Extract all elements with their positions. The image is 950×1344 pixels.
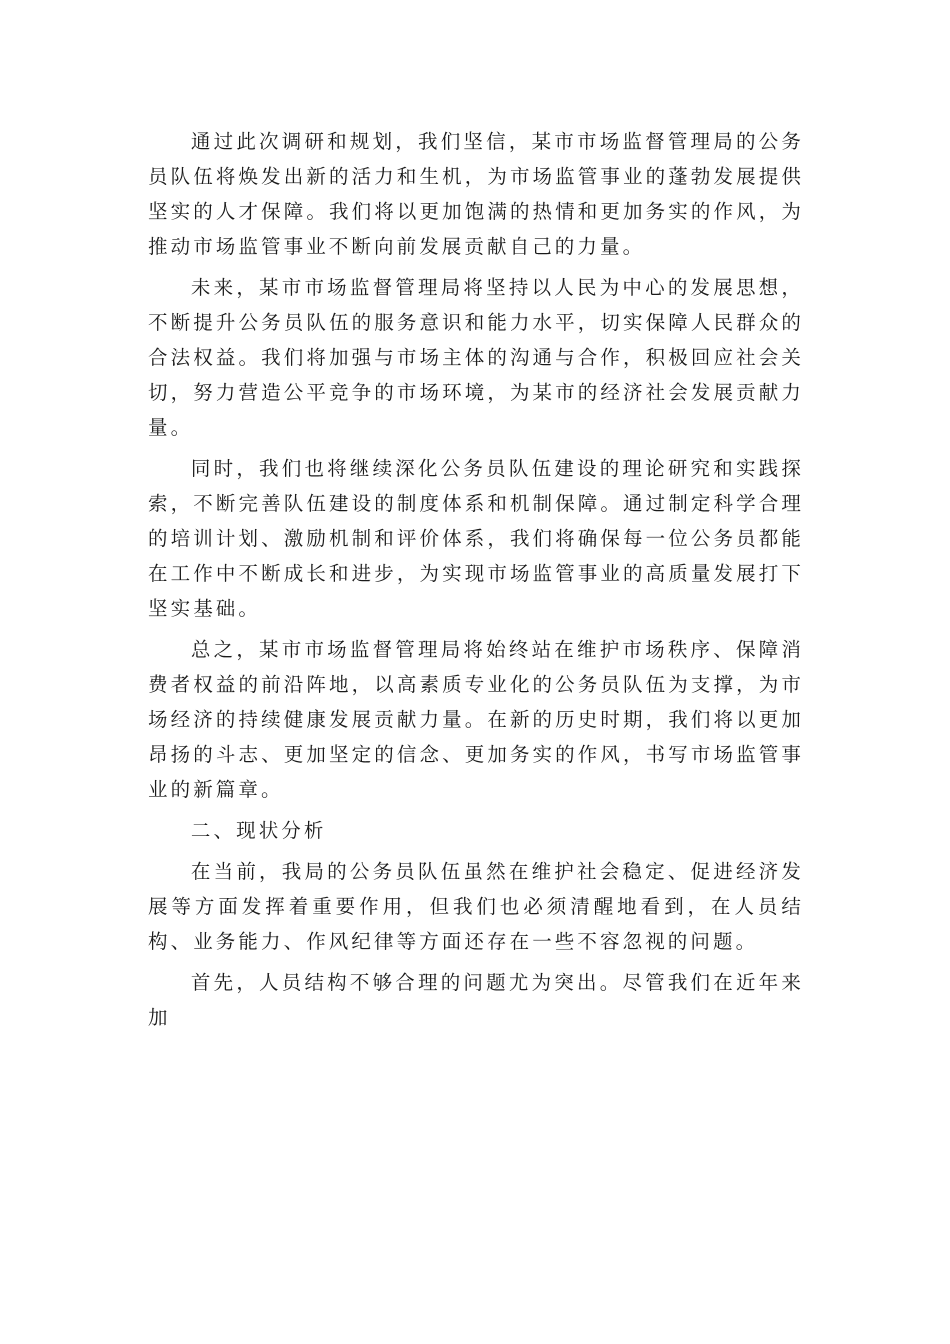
paragraph-3: 同时，我们也将继续深化公务员队伍建设的理论研究和实践探索，不断完善队伍建设的制度体系和机制保障。通过制定科学合理的培训计划、激励机制和评价体系，我们将确保每一位公务员都能在工作中不断成长和进步，为实现市场监管事业的高质量发展打下坚实基础。 [148, 457, 804, 620]
section-heading: 二、现状分析 [190, 819, 327, 842]
paragraph-1: 通过此次调研和规划，我们坚信，某市市场监督管理局的公务员队伍将焕发出新的活力和生机，为市场监管事业的蓬勃发展提供坚实的人才保障。我们将以更加饱满的热情和更加务实的作风，为推动市场监管事业不断向前发展贡献自己的力量。 [148, 130, 804, 258]
paragraph-2: 未来，某市市场监督管理局将坚持以人民为中心的发展思想，不断提升公务员队伍的服务意识和能力水平，切实保障人民群众的合法权益。我们将加强与市场主体的沟通与合作，积极回应社会关切，努力营造公平竞争的市场环境，为某市的经济社会发展贡献力量。 [148, 276, 804, 439]
document-body [148, 124, 804, 1041]
paragraph-6: 首先，人员结构不够合理的问题尤为突出。尽管我们在近年来加 [148, 971, 804, 1029]
paragraph-5: 在当前，我局的公务员队伍虽然在维护社会稳定、促进经济发展等方面发挥着重要作用，但我们也必须清醒地看到，在人员结构、业务能力、作风纪律等方面还存在一些不容忽视的问题。 [148, 860, 804, 953]
paragraph-4: 总之，某市市场监督管理局将始终站在维护市场秩序、保障消费者权益的前沿阵地，以高素质专业化的公务员队伍为支撑，为市场经济的持续健康发展贡献力量。在新的历史时期，我们将以更加昂扬的斗志、更加坚定的信念、更加务实的作风，书写市场监管事业的新篇章。 [148, 638, 804, 801]
